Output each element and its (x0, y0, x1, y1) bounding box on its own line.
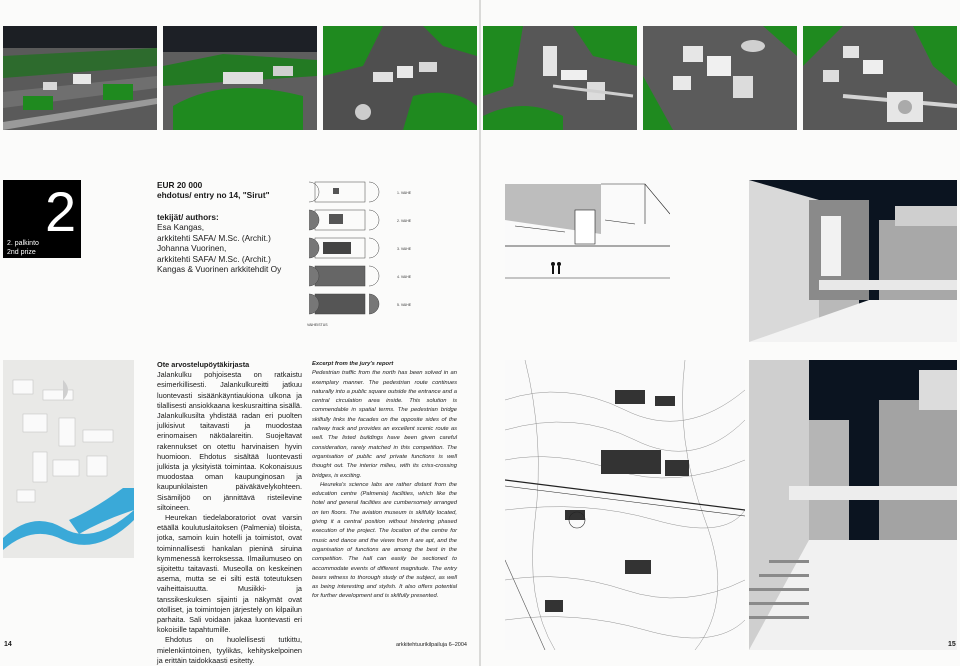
phase-row-3 (309, 238, 412, 258)
page-number-right: 15 (948, 641, 956, 648)
entry-header (157, 180, 270, 201)
phase-label: 1. VAIHE (397, 191, 412, 195)
aerial-render-4 (483, 26, 637, 130)
authors-heading: tekijät/ authors: (157, 212, 219, 222)
authors-block (157, 212, 281, 274)
author-line: Johanna Vuorinen, (157, 243, 227, 254)
aerial-render-1 (3, 26, 157, 130)
jury-paragraph-en: Heureka's science labs are rather distant from the education centre (Palmenia) facilities, which like the hotel and general facilities are cumbersomely arranged on ten floors. The aviation museum is skilfully located, giving it a central position without hindering phased execution of the project. The location of the centre for music and dance and the views from it are apt, and the organisation of functions are among the best in the competition. The hall can easily be sectioned to accommodate events of different magnitude. The entry bears witness to thorough study of the subject, as well as being interesting and stylish. It also offers potential for further development and is skilfully presented. (312, 481, 457, 600)
section-drawing (505, 180, 670, 280)
page-number-left: 14 (4, 641, 12, 648)
author-line: arkkitehti SAFA/ M.Sc. (Archit.) (157, 232, 271, 243)
site-model-photo (3, 360, 134, 558)
interior-render-bottom (749, 360, 957, 650)
interior-render-top (749, 180, 957, 342)
page-spine (479, 0, 481, 666)
phasing-diagram (305, 180, 435, 328)
author-line: Kangas & Vuorinen arkkitehdit Oy (157, 264, 282, 275)
jury-paragraph-fi: Heurekan tiedelaboratoriot ovat varsin etäällä koulutuslaitoksen (Palmenia) tiloista, jotka, samoin kuin hotelli ja toimistot, ovat toiminnallisesti hankalan pieninä siruina kymmenessä kerroksessa. Ilmailumuseo on sijoitettu taitavasti. Museolla on keskeinen asema, mutta se ei silti estä toteutuksen vaiheittaisuutta. Musiikki- ja tanssikeskuksen sijainti ja näkymät ovat otolliset, ja toimintojen järjestely on kilpailun parhaita. Sali voidaan jakaa luontevasti eri kokoisille tapahtumille. (157, 513, 302, 635)
jury-heading-en: Excerpt from the jury's report (312, 361, 394, 367)
prize-label-fi: 2. palkinto (7, 240, 39, 247)
prize-badge (3, 180, 81, 258)
phase-row-4 (309, 266, 412, 286)
aerial-render-6 (803, 26, 957, 130)
phase-row-1 (309, 182, 412, 202)
phase-label: 3. VAIHE (397, 247, 412, 251)
author-line: arkkitehti SAFA/ M.Sc. (Archit.) (157, 253, 271, 264)
prize-number: 2 (45, 180, 77, 243)
jury-excerpt-en (312, 360, 457, 602)
jury-paragraph-fi: Ehdotus on huolellisesti tutkittu, mielenkiintoinen, tyylikäs, kehityskelpoinen ja erittäin taidokkaasti esitetty. (157, 635, 302, 665)
prize-amount: EUR 20 000 (157, 180, 203, 190)
magazine-name: arkkitehtuurikilpailuja 6–2004 (396, 642, 467, 648)
aerial-render-3 (323, 26, 477, 130)
phase-label: 2. VAIHE (397, 219, 412, 223)
phase-label: 5. VAIHE (397, 303, 412, 307)
phasing-caption: VAIHEISTUS (307, 323, 328, 327)
phase-row-2 (309, 210, 412, 230)
site-plan-drawing (505, 360, 745, 650)
author-line: Esa Kangas, (157, 222, 205, 233)
prize-label-en: 2nd prize (7, 249, 36, 256)
entry-name: ehdotus/ entry no 14, "Sirut" (157, 190, 270, 201)
jury-heading-fi: Ote arvostelupöytäkirjasta (157, 360, 250, 369)
jury-paragraph-en: Pedestrian traffic from the north has been solved in an exemplary manner. The pedestrian route continues naturally into a public square outside the entrance and a central circulation area inside. This solution is commendable in spatial terms. The pedestrian bridge skilfully links the facades on the opposite sides of the railway track and provides an excellent scenic route as well. The listed buildings have been given careful consideration, rarely matched in this competition. The organisation of public and private functions is well thought out. The interior milieu, with its criss-crossing bridges, is exciting. (312, 370, 457, 479)
jury-excerpt-fi (157, 360, 302, 666)
aerial-render-5 (643, 26, 797, 130)
phase-row-5 (309, 294, 412, 314)
aerial-render-2 (163, 26, 317, 130)
jury-paragraph-fi: Jalankulku pohjoisesta on ratkaistu esimerkillisesti. Jalankulkureitti jatkuu luontevasti sisäänkäyntiaukiona ulkona ja tilallisesti ansiokkaana keskusraittina sisällä. Jalankulkusilta yhdistää radan eri puolten julkisivut taitavasti ja muodostaa erinomaisen näköalareitin. Suojeltavat rakennukset on otettu harvinaisen hyvin huomioon. Ehdotus sisältää luontevasti julkista ja yksityistä toimintaa. Kokonaisuus muodostaa oman kaupunginosan ja kaupunkilaisten päiväkävelykohteen. Sisämiljöö on jännittävä risteilevine siltoineen. (157, 370, 302, 512)
phase-label: 4. VAIHE (397, 275, 412, 279)
